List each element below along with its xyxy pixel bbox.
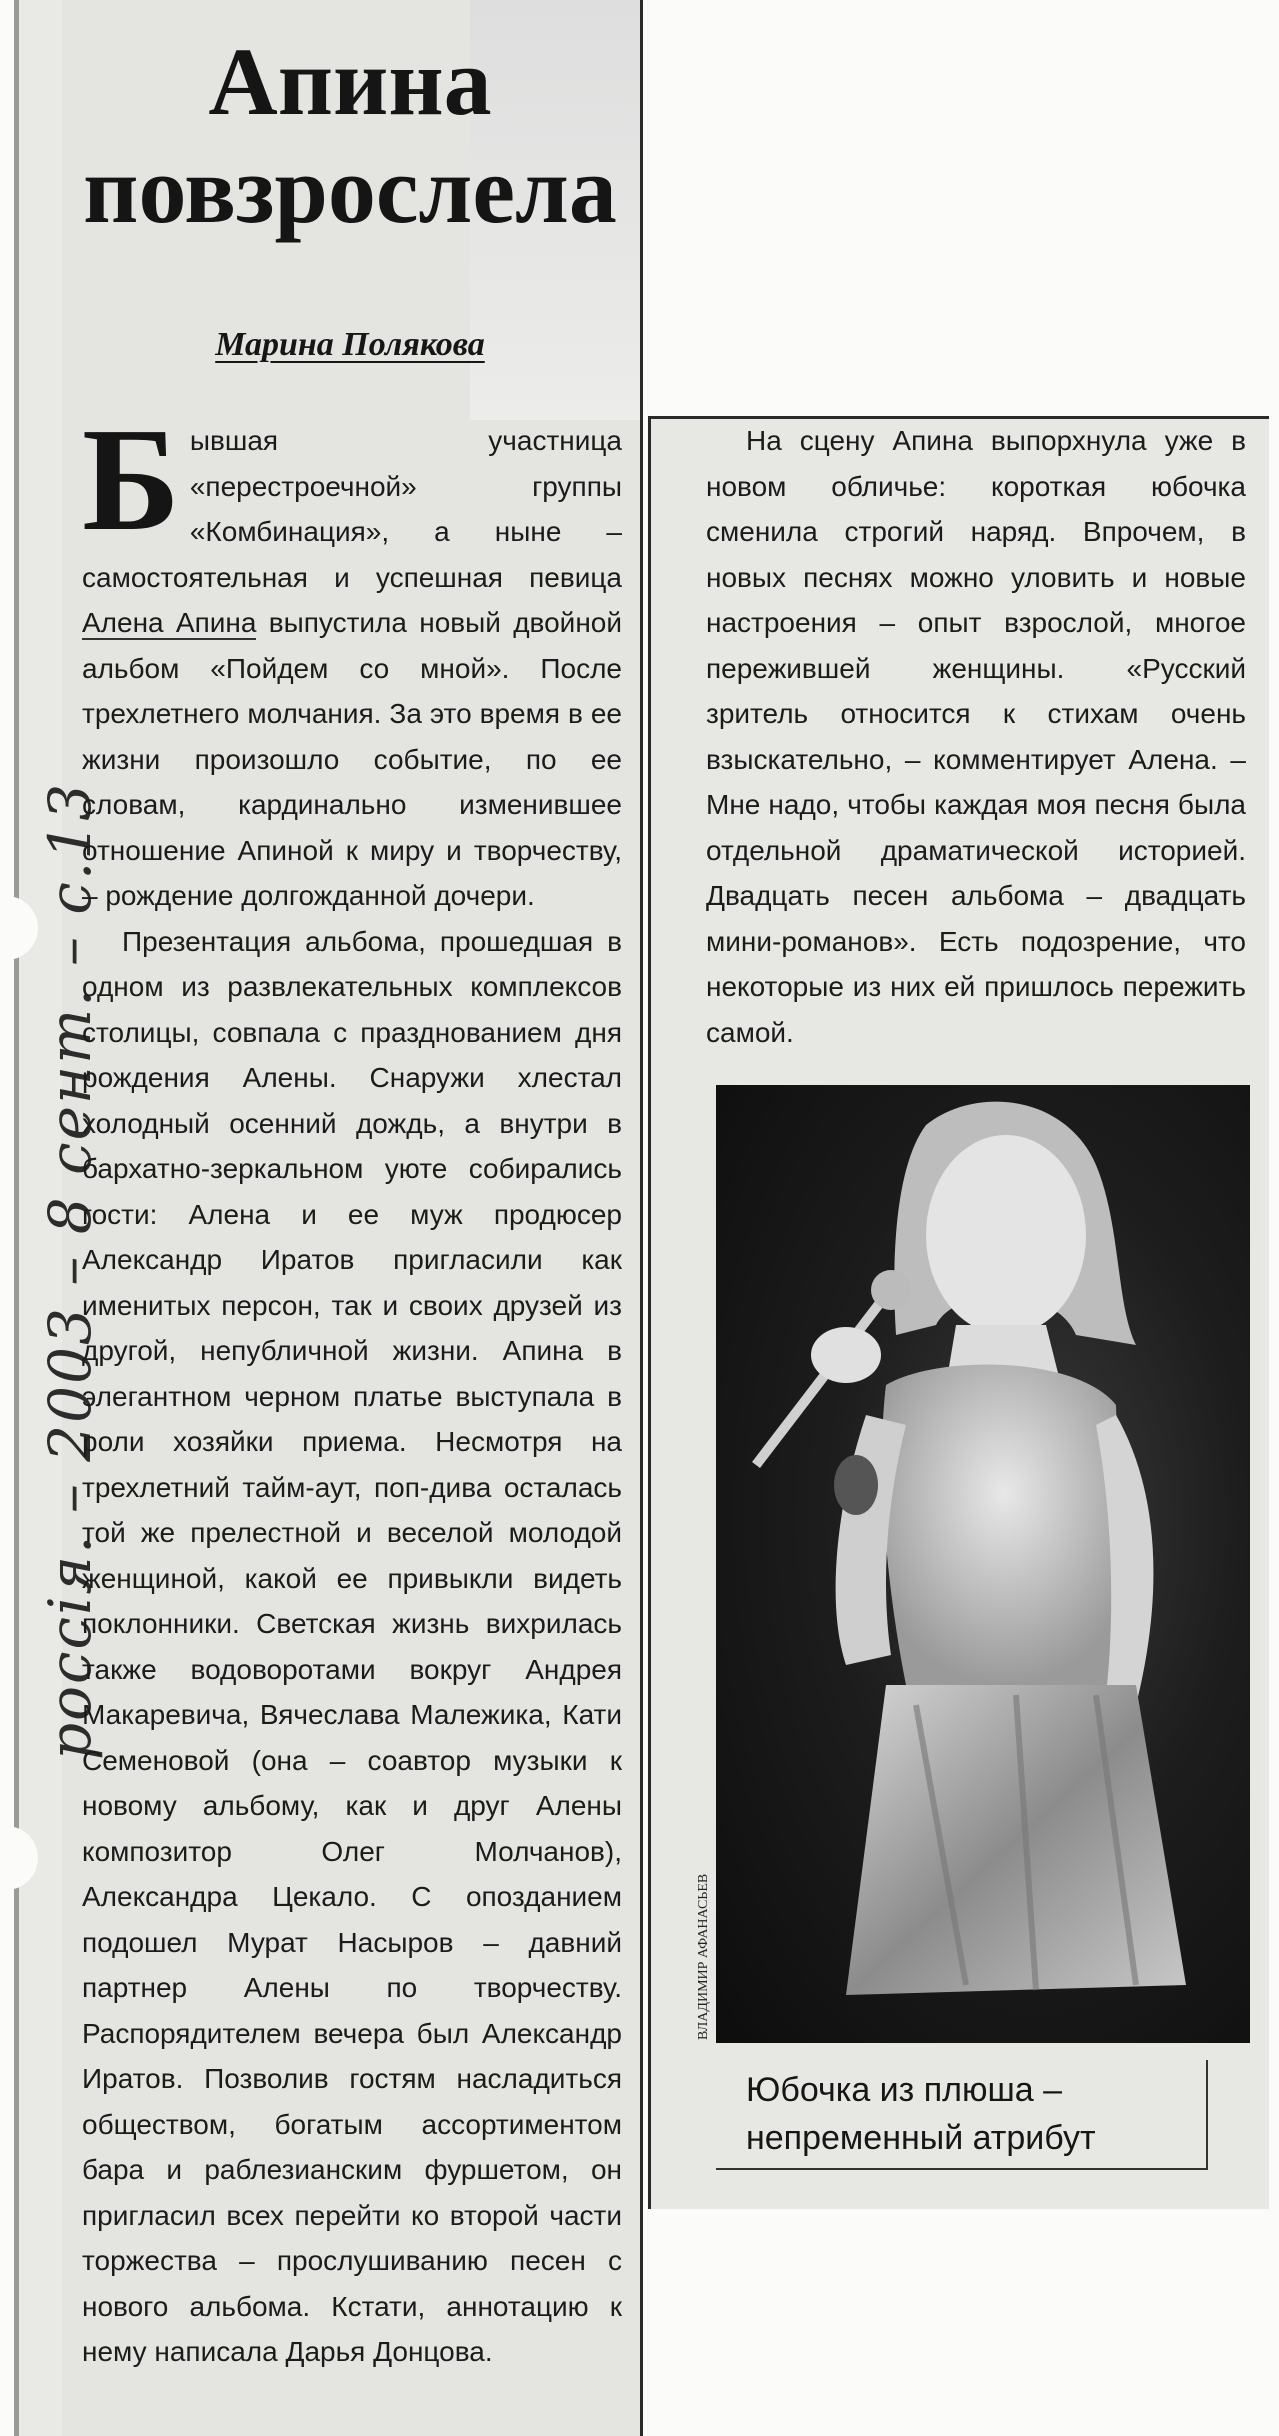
photo-credit: ВЛАДИМИР АФАНАСЬЕВ [696,1873,711,2040]
author-name: Марина Полякова [215,326,485,363]
right-column-text [706,418,1246,1055]
handwritten-annotation: россія. – 2003 – 8 сент. – с.13 [36,781,104,1760]
article-title [70,28,630,244]
left-column-text [82,398,622,2375]
paragraph-1-start: ывшая участница «перестроечной» группы «Комбинация», а ныне – самостоятельная и успешная певица [82,425,622,593]
byline [70,326,630,364]
drop-cap: Б [82,398,180,562]
paragraph-1-end: выпустила новый двойной альбом «Пойдем со мной». После трехлетнего молчания. За это время в ее жизни произошло событие, по ее словам, кардинально изменившее отношение Апиной к миру и творчеству, – рождение долгожданной дочери. [82,607,622,911]
photo-caption: Юбочка из плюша – непременный атрибут [716,2060,1208,2170]
singer-photo-illustration [716,1085,1250,2043]
title-line-1: Апина [208,28,492,135]
paragraph-3: На сцену Апина выпорхнула уже в новом обличье: короткая юбочка сменила строгий наряд. Впрочем, в новых песнях можно уловить и новые настроения – опыт взрослой, многое пережившей женщины. «Русский зритель относится к стихам очень взыскательно, – комментирует Алена. – Мне надо, чтобы каждая моя песня была отдельной драматической историей. Двадцать песен альбома – двадцать мини-романов». Есть подозрение, что некоторые из них ей пришлось пережить самой. [706,425,1246,1048]
singer-photo [716,1085,1250,2043]
underlined-name: Алена Апина [82,607,257,638]
title-line-2: повзрослела [83,136,617,243]
paragraph-2: Презентация альбома, прошедшая в одном из развлекательных комплексов столицы, совпала с празднованием дня рождения Алены. Снаружи хлестал холодный осенний дождь, а внутри в бархатно-зеркальном уюте собирались гости: Алена и ее муж продюсер Александр Иратов пригласили как именитых персон, так и своих друзей из другой, непубличной жизни. Апина в элегантном черном платье выступала в роли хозяйки приема. Несмотря на трехлетний тайм-аут, поп-дива осталась той же прелестной и веселой молодой женщиной, какой ее привыкли видеть поклонники. Светская жизнь вихрилась также водоворотами вокруг Андрея Макаревича, Вячеслава Малежика, Кати Семеновой (она – соавтор музыки к новому альбому, как и друг Алены композитор Олег Молчанов), Александра Цекало. С опозданием подошел Мурат Насыров – давний партнер Алены по творчеству. Распорядителем вечера был Александр Иратов. Позволив гостям насладиться обществом, богатым ассортиментом бара и раблезианским фуршетом, он пригласил всех перейти ко второй части торжества – прослушиванию песен с нового альбома. Кстати, аннотацию к нему написала Дарья Донцова. [82,925,622,2367]
paragraph-1 [82,398,622,919]
margin-line [14,0,19,2436]
